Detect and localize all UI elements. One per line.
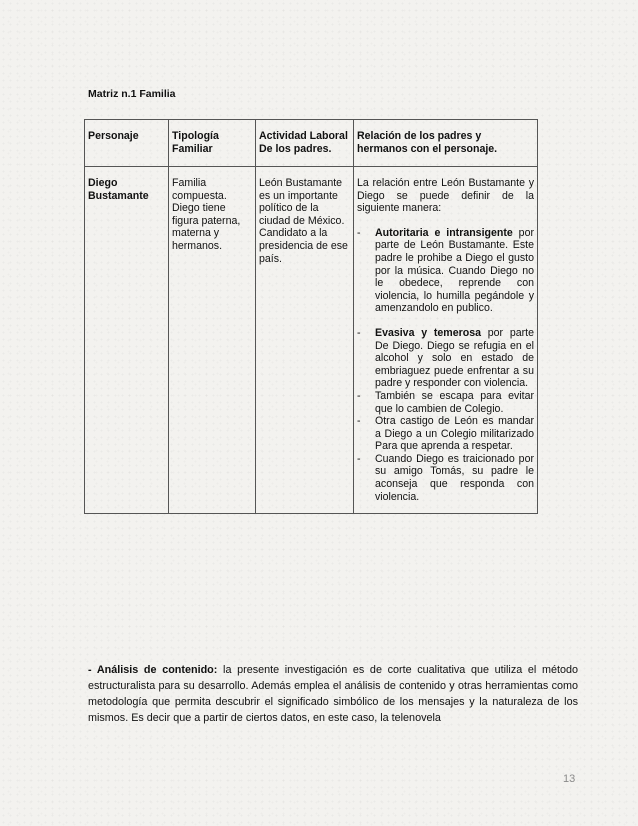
page-number: 13 (563, 773, 576, 785)
cell-tipologia: Familia compuesta. Diego tiene figura paterna, materna y hermanos. (169, 167, 256, 514)
analysis-text: la presente investigación es de corte cualitativa que utiliza el método estructuralista para su desarrollo. Además emplea el análisis de contenido y otras herramientas como metodología que permita descubrir el significado simbólico de los mensajes y la naturaleza de los mismos. Es decir que a partir de ciertos datos, en este caso, la telenovela (88, 664, 578, 724)
family-matrix-table (84, 119, 538, 514)
page-title: Matriz n.1 Familia (88, 88, 176, 100)
table-row (85, 167, 538, 514)
list-item: - Autoritaria e intransigente por parte de León Bustamante. Este padre le prohibe a Diego el gusto por la música. Cuando Diego no le obedece, reprende con violencia, lo humilla pegándole y amenzandolo en publico. (357, 226, 534, 315)
cell-relacion (354, 167, 538, 514)
header-actividad: Actividad Laboral De los padres. (256, 120, 354, 167)
analysis-lead: - Análisis de contenido: (88, 664, 218, 676)
cell-personaje: Diego Bustamante (85, 167, 169, 514)
header-relacion: Relación de los padres y hermanos con el personaje. (354, 120, 538, 167)
table-header-row (85, 120, 538, 167)
list-item: - También se escapa para evitar que lo cambien de Colegio. (357, 389, 534, 415)
list-item: - Otra castigo de León es mandar a Diego a un Colegio militarizado Para que aprenda a respetar. (357, 415, 534, 453)
header-personaje: Personaje (85, 120, 169, 167)
cell-actividad: León Bustamante es un importante político de la ciudad de México. Candidato a la presidencia de ese país. (256, 167, 354, 514)
list-item: - Cuando Diego es traicionado por su amigo Tomás, su padre le aconseja que responda con violencia. (357, 452, 534, 503)
relacion-list (357, 227, 534, 503)
relacion-intro: La relación entre León Bustamante y Diego se puede definir de la siguiente manera: (357, 177, 534, 215)
header-tipologia: Tipología Familiar (169, 120, 256, 167)
list-item: - Evasiva y temerosa por parte De Diego. Diego se refugia en el alcohol y solo en estado de embriaguez puede enfrentar a su padre y responder con violencia. (357, 326, 534, 390)
analysis-paragraph (88, 662, 578, 726)
